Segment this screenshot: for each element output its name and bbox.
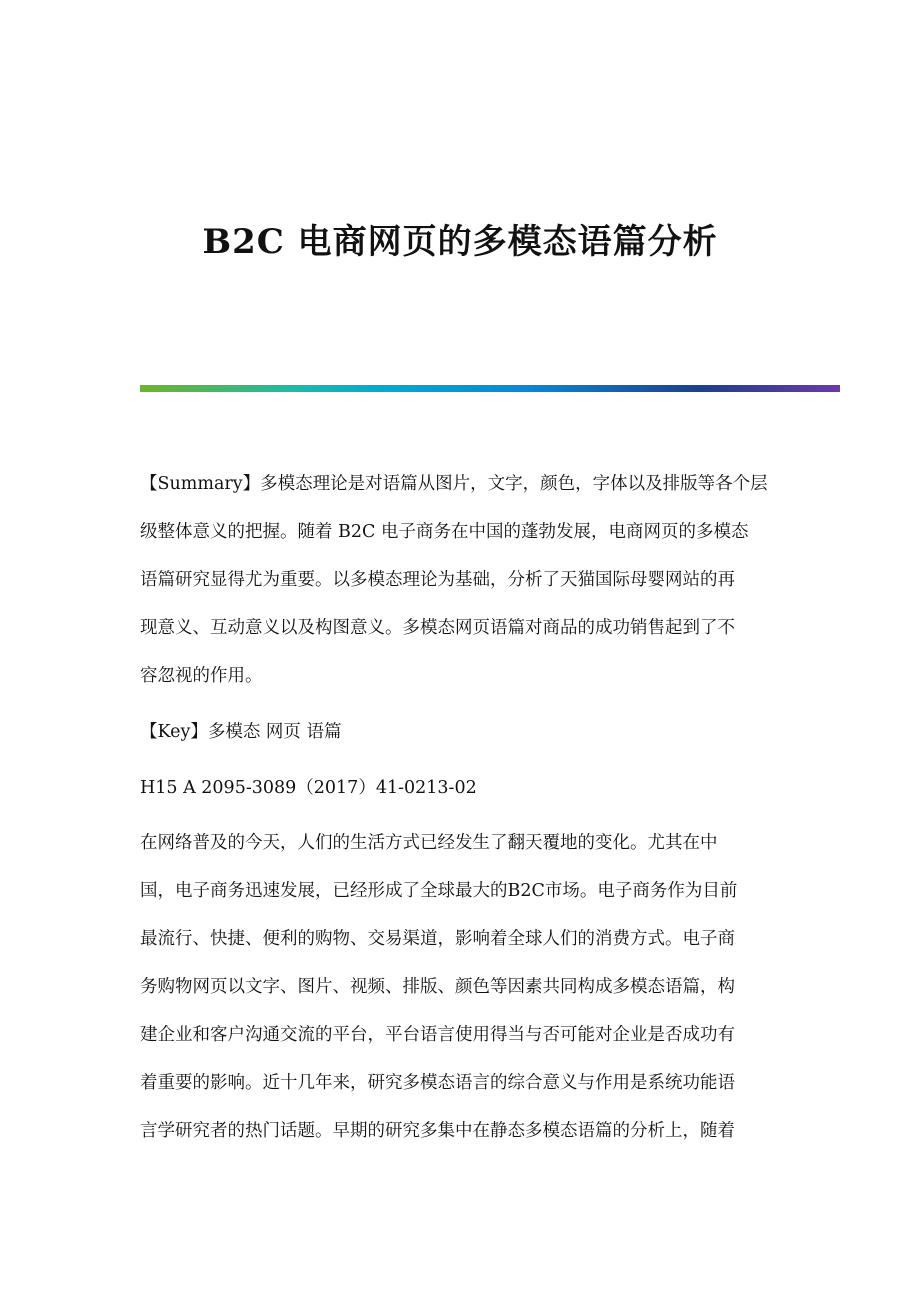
classification-code: H15 A 2095-3089（2017）41-0213-02	[140, 778, 477, 798]
summary-line: 级整体意义的把握。随着 B2C 电子商务在中国的蓬勃发展，电商网页的多模态	[140, 522, 749, 542]
body-line: 国，电子商务迅速发展，已经形成了全球最大的B2C市场。电子商务作为目前	[140, 881, 738, 901]
body-line: 言学研究者的热门话题。早期的研究多集中在静态多模态语篇的分析上，随着	[140, 1121, 735, 1141]
summary-line: 【Summary】多模态理论是对语篇从图片，文字，颜色，字体以及排版等各个层	[140, 474, 768, 494]
summary-line: 语篇研究显得尤为重要。以多模态理论为基础，分析了天猫国际母婴网站的再	[140, 570, 735, 590]
keywords: 【Key】多模态 网页 语篇	[140, 722, 342, 742]
document-title: B2C 电商网页的多模态语篇分析	[202, 222, 718, 262]
body-line: 务购物网页以文字、图片、视频、排版、颜色等因素共同构成多模态语篇，构	[140, 977, 735, 997]
gradient-divider	[140, 385, 840, 392]
summary-line: 容忽视的作用。	[140, 666, 263, 686]
body-line: 在网络普及的今天，人们的生活方式已经发生了翻天覆地的变化。尤其在中	[140, 833, 718, 853]
summary-line: 现意义、互动意义以及构图意义。多模态网页语篇对商品的成功销售起到了不	[140, 618, 735, 638]
body-line: 着重要的影响。近十几年来，研究多模态语言的综合意义与作用是系统功能语	[140, 1073, 735, 1093]
body-line: 最流行、快捷、便利的购物、交易渠道，影响着全球人们的消费方式。电子商	[140, 929, 735, 949]
body-line: 建企业和客户沟通交流的平台，平台语言使用得当与否可能对企业是否成功有	[140, 1025, 735, 1045]
